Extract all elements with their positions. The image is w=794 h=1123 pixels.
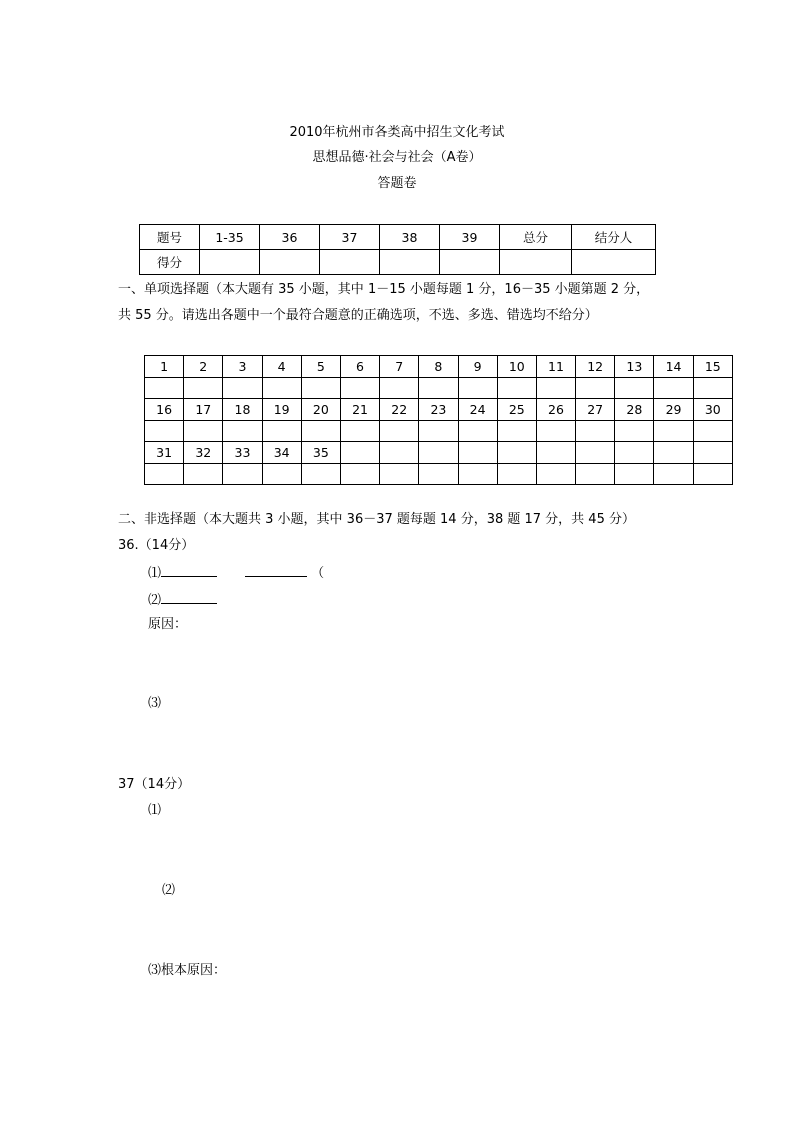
question-number-cell xyxy=(458,442,497,464)
score-header-cell: 39 xyxy=(440,225,500,250)
q36-part3: ⑶ xyxy=(148,696,162,711)
answer-cell[interactable] xyxy=(184,420,223,442)
section2-heading: 二、非选择题（本大题共 3 小题，其中 36－37 题每题 14 分，38 题 17 分，共 45 分） xyxy=(118,512,635,527)
question-number-cell: 5 xyxy=(301,356,340,378)
answer-cell[interactable] xyxy=(576,420,615,442)
answer-cell[interactable] xyxy=(145,463,184,485)
q36-label: 36.（14分） xyxy=(118,538,195,553)
score-cell[interactable] xyxy=(320,250,380,275)
q37-part3: ⑶根本原因： xyxy=(148,963,227,978)
answer-cell[interactable] xyxy=(497,377,536,399)
answer-cell[interactable] xyxy=(262,463,301,485)
answer-cell[interactable] xyxy=(301,420,340,442)
answer-cell[interactable] xyxy=(419,463,458,485)
question-number-cell: 35 xyxy=(301,442,340,464)
answer-cell[interactable] xyxy=(458,420,497,442)
question-number-cell: 7 xyxy=(380,356,419,378)
score-header-cell: 结分人 xyxy=(572,225,656,250)
question-number-cell: 25 xyxy=(497,399,536,421)
question-number-cell: 17 xyxy=(184,399,223,421)
question-number-cell: 34 xyxy=(262,442,301,464)
answer-cell[interactable] xyxy=(145,377,184,399)
question-number-cell: 3 xyxy=(223,356,262,378)
answer-cell[interactable] xyxy=(223,377,262,399)
answer-cell[interactable] xyxy=(458,463,497,485)
exam-subtitle: 思想品德·社会与社会（A卷） xyxy=(312,150,482,165)
question-number-cell xyxy=(497,442,536,464)
answer-blank[interactable] xyxy=(161,591,217,604)
question-number-cell: 1 xyxy=(145,356,184,378)
answer-cell[interactable] xyxy=(458,377,497,399)
question-number-cell: 18 xyxy=(223,399,262,421)
sheet-title: 答题卷 xyxy=(377,176,417,191)
question-number-cell: 33 xyxy=(223,442,262,464)
score-header-cell: 38 xyxy=(380,225,440,250)
q36-part1 xyxy=(148,564,324,582)
question-number-cell: 8 xyxy=(419,356,458,378)
q36-part1-tail: （ xyxy=(311,566,325,581)
score-row-label: 得分 xyxy=(140,250,200,275)
answer-cell[interactable] xyxy=(693,420,732,442)
q37-label: 37（14分） xyxy=(118,777,191,792)
answer-cell[interactable] xyxy=(576,377,615,399)
answer-cell[interactable] xyxy=(576,463,615,485)
score-table xyxy=(139,224,656,275)
question-number-cell xyxy=(340,442,379,464)
answer-blank[interactable] xyxy=(245,564,307,577)
section1-instructions-line2: 共 55 分。请选出各题中一个最符合题意的正确选项，不选、多选、错选均不给分） xyxy=(118,308,598,323)
q37-part2: ⑵ xyxy=(162,883,176,898)
section1-instructions-line1: 一、单项选择题（本大题有 35 小题，其中 1－15 小题每题 1 分，16－35 小题第题 2 分， xyxy=(118,282,650,297)
answer-cell[interactable] xyxy=(340,463,379,485)
question-number-cell: 4 xyxy=(262,356,301,378)
answer-cell[interactable] xyxy=(497,420,536,442)
score-cell[interactable] xyxy=(500,250,572,275)
answer-cell[interactable] xyxy=(654,463,693,485)
question-number-cell: 27 xyxy=(576,399,615,421)
q36-part2 xyxy=(148,591,217,609)
answer-cell[interactable] xyxy=(419,377,458,399)
answer-cell[interactable] xyxy=(380,463,419,485)
score-cell[interactable] xyxy=(260,250,320,275)
answer-cell[interactable] xyxy=(536,420,575,442)
question-number-cell: 30 xyxy=(693,399,732,421)
answer-cell[interactable] xyxy=(615,420,654,442)
question-number-cell: 15 xyxy=(693,356,732,378)
score-cell[interactable] xyxy=(440,250,500,275)
question-number-cell: 11 xyxy=(536,356,575,378)
answer-cell[interactable] xyxy=(301,377,340,399)
answer-cell[interactable] xyxy=(262,377,301,399)
score-cell[interactable] xyxy=(200,250,260,275)
question-number-cell xyxy=(654,442,693,464)
answer-blank[interactable] xyxy=(161,564,217,577)
question-number-cell: 16 xyxy=(145,399,184,421)
question-number-cell: 21 xyxy=(340,399,379,421)
question-number-cell xyxy=(380,442,419,464)
question-number-cell: 29 xyxy=(654,399,693,421)
answer-cell[interactable] xyxy=(340,377,379,399)
answer-cell[interactable] xyxy=(223,420,262,442)
answer-cell[interactable] xyxy=(145,420,184,442)
question-number-cell xyxy=(419,442,458,464)
question-number-cell: 19 xyxy=(262,399,301,421)
q36-part1-label: ⑴ xyxy=(148,566,162,581)
answer-cell[interactable] xyxy=(693,463,732,485)
question-number-cell xyxy=(615,442,654,464)
question-number-cell xyxy=(576,442,615,464)
answer-cell[interactable] xyxy=(536,463,575,485)
question-number-cell: 28 xyxy=(615,399,654,421)
question-number-cell: 9 xyxy=(458,356,497,378)
answer-cell[interactable] xyxy=(380,420,419,442)
score-cell[interactable] xyxy=(572,250,656,275)
question-number-cell: 10 xyxy=(497,356,536,378)
question-number-cell: 12 xyxy=(576,356,615,378)
answer-cell[interactable] xyxy=(615,463,654,485)
question-number-cell: 13 xyxy=(615,356,654,378)
question-number-cell: 24 xyxy=(458,399,497,421)
answer-cell[interactable] xyxy=(184,463,223,485)
answer-cell[interactable] xyxy=(301,463,340,485)
question-number-cell: 20 xyxy=(301,399,340,421)
q36-reason: 原因： xyxy=(148,617,188,632)
score-header-cell: 37 xyxy=(320,225,380,250)
answer-cell[interactable] xyxy=(262,420,301,442)
answer-cell[interactable] xyxy=(340,420,379,442)
answer-grid xyxy=(144,355,733,485)
q36-part2-label: ⑵ xyxy=(148,593,162,608)
question-number-cell: 2 xyxy=(184,356,223,378)
exam-title: 2010年杭州市各类高中招生文化考试 xyxy=(289,125,505,140)
q37-part1: ⑴ xyxy=(148,803,162,818)
question-number-cell: 23 xyxy=(419,399,458,421)
answer-cell[interactable] xyxy=(184,377,223,399)
score-header-cell: 总分 xyxy=(500,225,572,250)
answer-cell[interactable] xyxy=(536,377,575,399)
question-number-cell: 31 xyxy=(145,442,184,464)
question-number-cell: 14 xyxy=(654,356,693,378)
question-number-cell: 6 xyxy=(340,356,379,378)
score-cell[interactable] xyxy=(380,250,440,275)
question-number-cell: 32 xyxy=(184,442,223,464)
question-number-cell xyxy=(536,442,575,464)
answer-cell[interactable] xyxy=(693,377,732,399)
answer-cell[interactable] xyxy=(654,377,693,399)
answer-cell[interactable] xyxy=(223,463,262,485)
answer-cell[interactable] xyxy=(419,420,458,442)
question-number-cell: 26 xyxy=(536,399,575,421)
question-number-cell: 22 xyxy=(380,399,419,421)
answer-cell[interactable] xyxy=(380,377,419,399)
score-header-cell: 题号 xyxy=(140,225,200,250)
answer-cell[interactable] xyxy=(654,420,693,442)
answer-cell[interactable] xyxy=(497,463,536,485)
answer-cell[interactable] xyxy=(615,377,654,399)
score-header-cell: 36 xyxy=(260,225,320,250)
score-header-cell: 1-35 xyxy=(200,225,260,250)
question-number-cell xyxy=(693,442,732,464)
